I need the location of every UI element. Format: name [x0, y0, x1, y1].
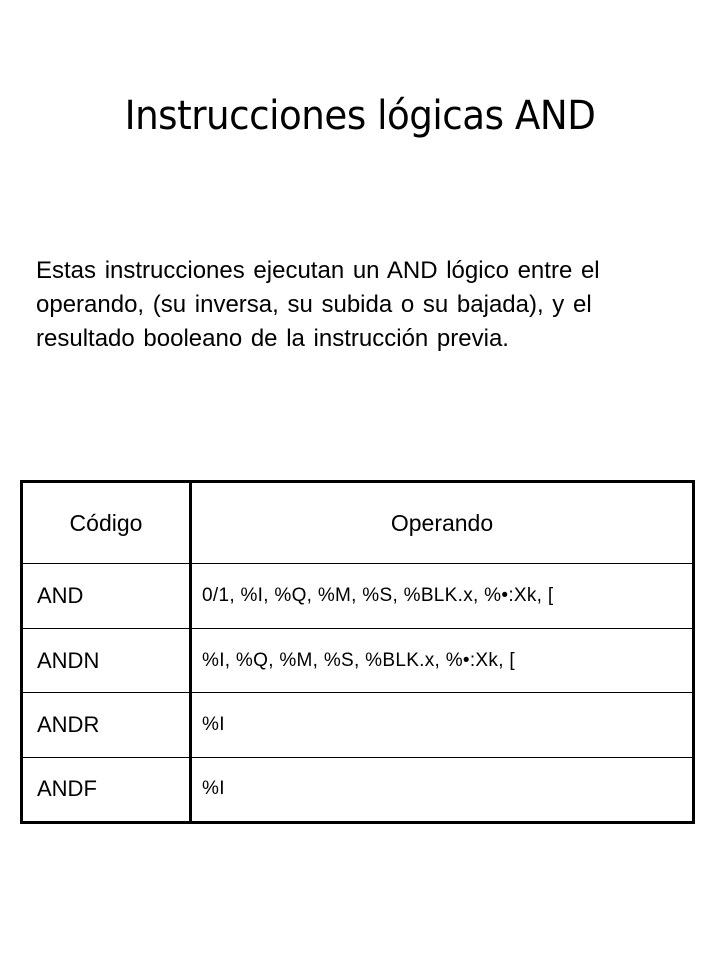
row-code: ANDN	[23, 628, 191, 692]
row-code: ANDF	[23, 757, 191, 821]
slide-title: Instrucciones lógicas AND	[124, 93, 596, 139]
table-row	[23, 628, 692, 692]
instruction-table	[23, 483, 692, 821]
intro-paragraph: Estas instrucciones ejecutan un AND lógico entre el operando, (su inversa, su subida o su bajada), y el resultado booleano de la instrucción previa.	[36, 257, 600, 352]
table-header-row	[23, 483, 692, 564]
header-code: Código	[23, 483, 191, 564]
row-operand: %I	[191, 757, 693, 821]
table-row	[23, 564, 692, 628]
instruction-table-frame	[20, 480, 695, 824]
row-code: ANDR	[23, 693, 191, 757]
table-row	[23, 757, 692, 821]
row-code: AND	[23, 564, 191, 628]
header-operand: Operando	[191, 483, 693, 564]
table-row	[23, 693, 692, 757]
row-operand: 0/1, %I, %Q, %M, %S, %BLK.x, %•:Xk, [	[191, 564, 693, 628]
row-operand: %I, %Q, %M, %S, %BLK.x, %•:Xk, [	[191, 628, 693, 692]
row-operand: %I	[191, 693, 693, 757]
